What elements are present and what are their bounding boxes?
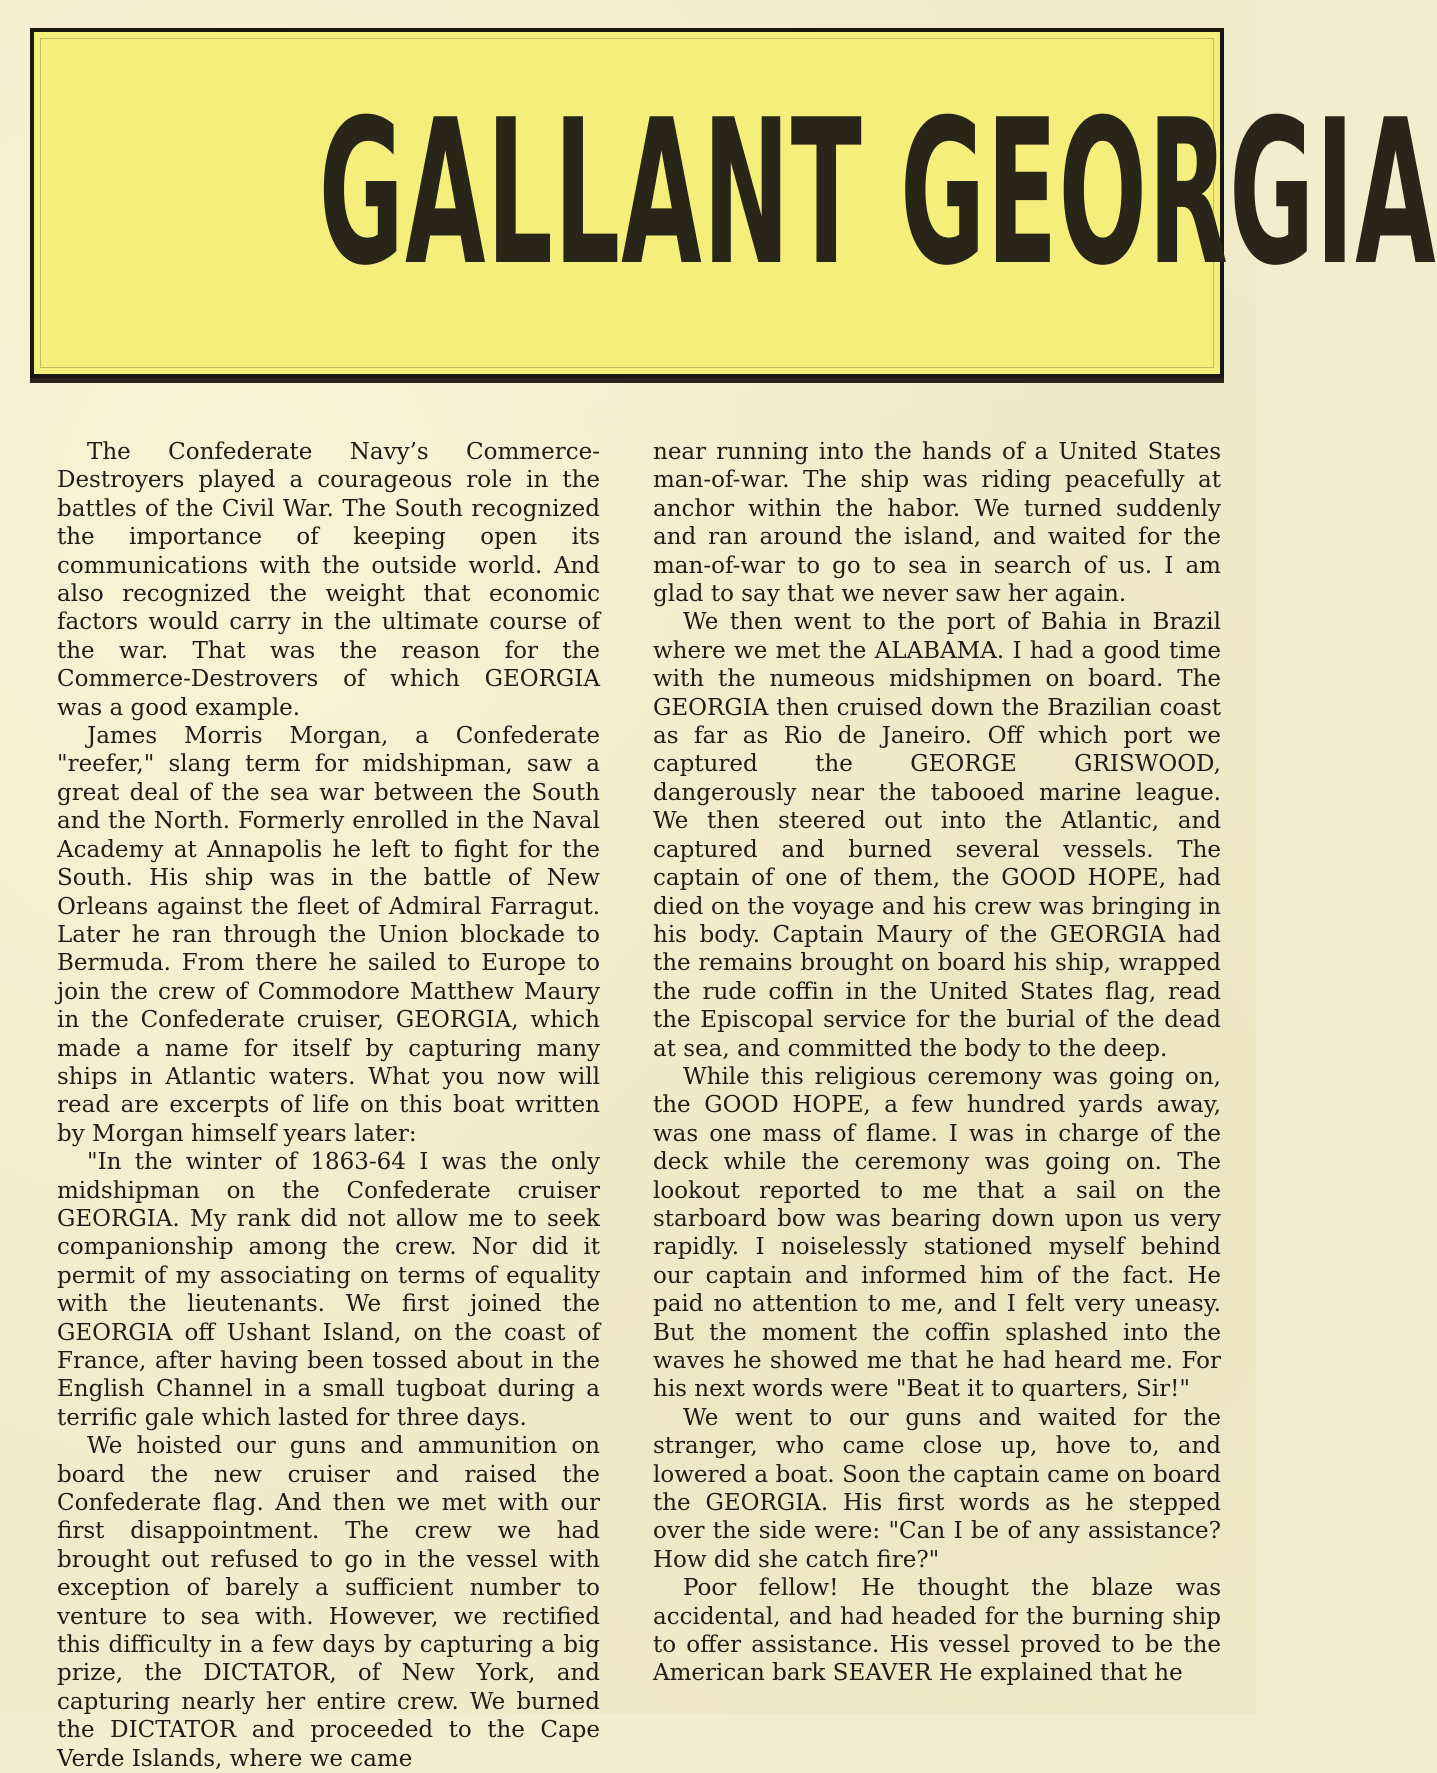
paragraph: "In the winter of 1863-64 I was the only midshipman on the Confederate cruiser GEORGIA. My rank did not allow me to seek companionship among the crew. Nor did it permit of my associating on terms of equality with the lieutenants. We first joined the GEORGIA off Ushant Island, on the coast of France, after having been tossed about in the English Channel in a small tugboat during a terrific gale which lasted for three days.	[57, 1149, 600, 1431]
paragraph: We then went to the port of Bahia in Brazil where we met the ALABAMA. I had a good time with the numeous midshipmen on board. The GEORGIA then cruised down the Brazilian coast as far as Rio de Janeiro. Off which port we captured the GEORGE GRISWOOD, dangerously near the tabooed marine league. We then steered out into the Atlantic, and captured and burned several vessels. The captain of one of them, the GOOD HOPE, had died on the voyage and his crew was bringing in his body. Captain Maury of the GEORGIA had the remains brought on board his ship, wrapped the rude coffin in the United States flag, read the Episcopal service for the burial of the dead at sea, and committed the body to the deep.	[653, 609, 1221, 1062]
paragraph: James Morris Morgan, a Confederate "reefer," slang term for midshipman, saw a great deal of the sea war between the South and the North. Formerly enrolled in the Naval Academy at Annapolis he left to fight for the South. His ship was in the battle of New Orleans against the fleet of Admiral Farragut. Later he ran through the Union blockade to Bermuda. From there he sailed to Europe to join the crew of Commodore Matthew Maury in the Confederate cruiser, GEORGIA, which made a name for itself by capturing many ships in Atlantic waters. What you now will read are excerpts of life on this boat written by Morgan himself years later:	[57, 723, 600, 1147]
paragraph: While this religious ceremony was going on, the GOOD HOPE, a few hundred yards away, was one mass of flame. I was in charge of the deck while the ceremony was going on. The lookout reported to me that a sail on the starboard bow was bearing down upon us very rapidly. I noiselessly stationed myself behind our captain and informed him of the fact. He paid no attention to me, and I felt very uneasy. But the moment the coffin splashed into the waves he showed me that he had heard me. For his next words were "Beat it to quarters, Sir!"	[653, 1063, 1221, 1403]
paragraph: We went to our guns and waited for the stranger, who came close up, hove to, and lowered a boat. Soon the captain came on board the GEORGIA. His first words as he stepped over the side were: "Can I be of any assistance? How did she catch fire?"	[653, 1404, 1221, 1573]
paragraph: The Confederate Navy’s Commerce-Destroyers played a courageous role in the battles of the Civil War. The South recognized the importance of keeping open its communications with the outside world. And also recognized the weight that economic factors would carry in the ultimate course of the war. That was the reason for the Commerce-Destrovers of which GEORGIA was a good example.	[57, 439, 600, 721]
left-column	[57, 438, 600, 1773]
title-banner	[30, 28, 1437, 378]
paragraph: Poor fellow! He thought the blaze was accidental, and had headed for the burning ship to offer assistance. His vessel proved to be the American bark SEAVER He explained that he	[653, 1575, 1221, 1687]
paragraph: near running into the hands of a United States man-of-war. The ship was riding peacefully at anchor within the habor. We turned suddenly and ran around the island, and waited for the man-of-war to go to sea in search of us. I am glad to say that we never saw her again.	[653, 439, 1221, 608]
right-column	[653, 438, 1221, 1688]
page-title: GALLANT GEORGIA	[318, 77, 1437, 310]
paragraph: We hoisted our guns and ammunition on board the new cruiser and raised the Confederate flag. And then we met with our first disappointment. The crew we had brought out refused to go in the vessel with exception of barely a sufficient number to venture to sea with. However, we rectified this difficulty in a few days by capturing a big prize, the DICTATOR, of New York, and capturing nearly her entire crew. We burned the DICTATOR and proceeded to the Cape Verde Islands, where we came	[57, 1433, 600, 1772]
